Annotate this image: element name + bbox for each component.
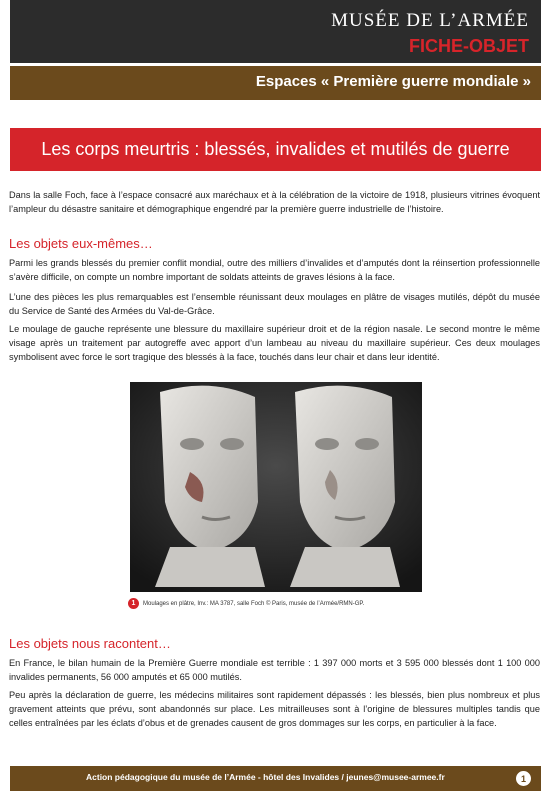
space-title: Espaces « Première guerre mondiale » bbox=[255, 73, 531, 90]
right-cast bbox=[290, 386, 400, 587]
page-title: Les corps meurtris : blessés, invalides et mutilés de guerre bbox=[10, 128, 541, 171]
section-heading-story: Les objets nous racontent… bbox=[9, 636, 171, 651]
paragraph: Peu après la déclaration de guerre, les médecins militaires sont rapidement dépassés : les blessés, bien plus nombreux et plus gravement atteints que prévu, sont abandonnés sur place. Les mitrailleuses sont à l’origine de blessures multiples tandis que celles entraînées par les éclats d’obus et de grenades causent de gros dommages sur les corps, en particulier à la face. bbox=[9, 690, 540, 728]
figure-number-badge: 1 bbox=[128, 598, 139, 609]
section-heading-objects: Les objets eux-mêmes… bbox=[9, 236, 153, 251]
header-banner bbox=[10, 0, 541, 63]
figure-caption-text: Moulages en plâtre, Inv.: MA 3787, salle Foch © Paris, musée de l’Armée/RMN-GP. bbox=[143, 600, 365, 607]
plaster-casts-photo bbox=[130, 382, 422, 592]
footer-text: Action pédagogique du musée de l’Armée - hôtel des Invalides / jeunes@musee-armee.fr bbox=[86, 772, 445, 782]
paragraph: Le moulage de gauche représente une blessure du maxillaire supérieur droit et de la région nasale. Le second montre le même visage après un traitement par autogreffe avec apport d’un lambeau au niveau du maxillaire supérieur. Ces deux moulages symbolisent avec force le sort tragique des blessés à la face, touchés dans leur chair et dans leur identité. bbox=[9, 324, 540, 362]
footer bbox=[10, 766, 541, 791]
document-type: FICHE-OBJET bbox=[408, 36, 529, 56]
paragraph: Parmi les grands blessés du premier conflit mondial, outre des milliers d’invalides et d’amputés dont la réinsertion professionnelle s’avère difficile, on compte un nombre important de soldats atteints de graves lésions à la face. bbox=[9, 258, 540, 282]
paragraph: L’une des pièces les plus remarquables est l’ensemble réunissant deux moulages en plâtre de visages mutilés, dépôt du musée du Service de Santé des Armées du Val-de-Grâce. bbox=[9, 292, 540, 316]
intro-paragraph: Dans la salle Foch, face à l’espace consacré aux maréchaux et à la célébration de la victoire de 1918, plusieurs vitrines évoquent l’ampleur du désastre sanitaire et démographique engendré par la première guerre industrielle de l’histoire. bbox=[9, 190, 540, 214]
figure-caption bbox=[128, 598, 364, 609]
page-number: 1 bbox=[516, 771, 531, 786]
paragraph: En France, le bilan humain de la Première Guerre mondiale est terrible : 1 397 000 morts et 3 595 000 blessés dont 1 100 000 invalides permanents, 56 000 amputés et 65 000 mutilés. bbox=[9, 658, 540, 682]
museum-name: MUSÉE DE L’ARMÉE bbox=[331, 10, 529, 31]
left-cast bbox=[155, 386, 265, 587]
space-banner bbox=[10, 66, 541, 100]
